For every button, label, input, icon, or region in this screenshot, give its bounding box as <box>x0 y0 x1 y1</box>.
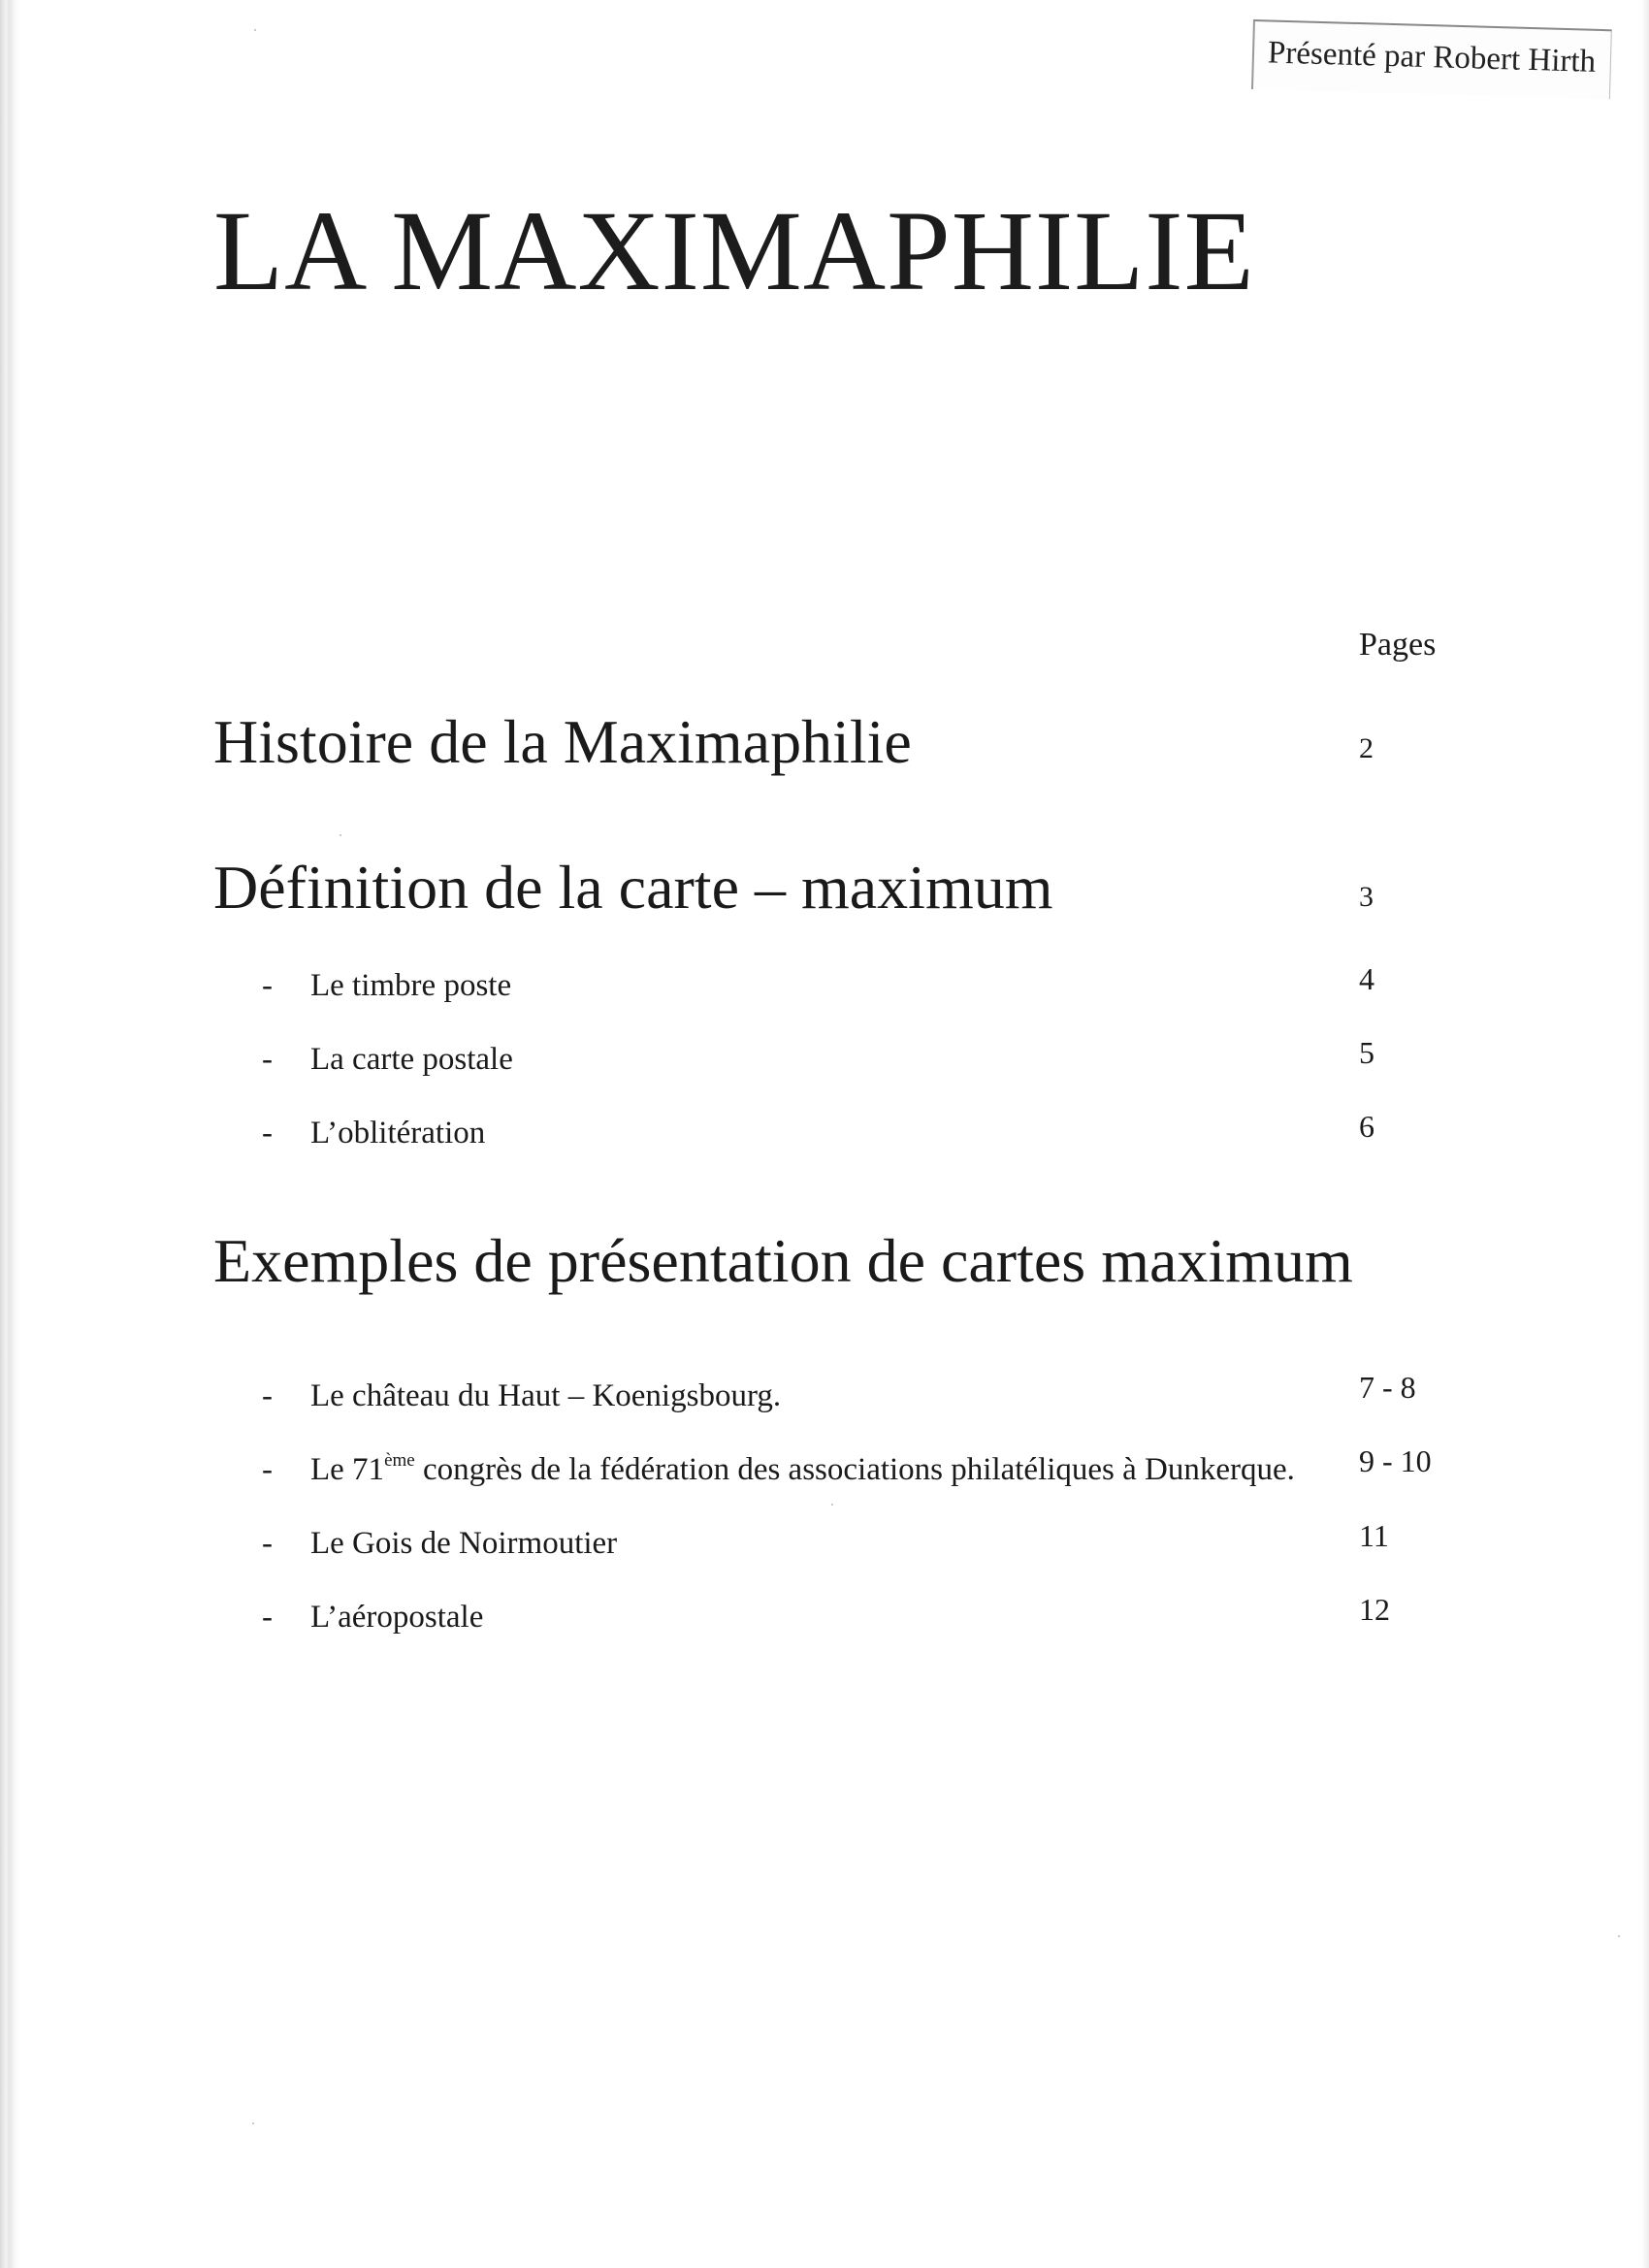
toc-page-carte-postale: 5 <box>1359 1035 1374 1070</box>
page-title: LA MAXIMAPHILIE <box>213 187 1255 314</box>
toc-page-aeropostale: 12 <box>1359 1592 1390 1627</box>
entry-dash: - <box>262 1116 273 1150</box>
toc-entry-obliteration <box>262 1118 485 1150</box>
entry-label-superscript: ème <box>384 1450 415 1471</box>
scan-right-edge <box>1641 0 1649 2268</box>
section-title-definition: Définition de la carte – maximum <box>213 853 1053 922</box>
entry-dash: - <box>262 1526 273 1561</box>
entry-dash: - <box>262 1452 273 1487</box>
toc-page-obliteration: 6 <box>1359 1109 1374 1144</box>
toc-entry-congres-dunkerque <box>262 1450 1295 1487</box>
scan-speck <box>252 2122 254 2124</box>
section-title-histoire: Histoire de la Maximaphilie <box>213 707 912 776</box>
toc-entry-gois-noirmoutier <box>262 1528 617 1560</box>
scan-speck <box>1618 1935 1620 1937</box>
section-page-definition: 3 <box>1359 881 1374 913</box>
entry-label: Le château du Haut – Koenigsbourg. <box>310 1378 782 1413</box>
entry-label-suffix: congrès de la fédération des associations philatéliques à Dunkerque. <box>414 1452 1295 1487</box>
entry-dash: - <box>262 968 273 1003</box>
scan-speck <box>340 834 341 836</box>
scan-speck <box>831 1504 833 1506</box>
entry-label-prefix: Le 71 <box>310 1452 385 1487</box>
toc-page-gois-noirmoutier: 11 <box>1359 1518 1389 1553</box>
entry-dash: - <box>262 1600 273 1635</box>
toc-page-congres-dunkerque: 9 - 10 <box>1359 1443 1432 1478</box>
presenter-label <box>1251 19 1612 99</box>
section-page-histoire: 2 <box>1359 732 1374 764</box>
entry-label: L’aéropostale <box>310 1600 484 1635</box>
toc-entry-carte-postale <box>262 1044 513 1076</box>
scan-binding-edge <box>0 0 21 2268</box>
toc-entry-aeropostale <box>262 1602 483 1634</box>
toc-page-haut-koenigsbourg: 7 - 8 <box>1359 1370 1416 1405</box>
entry-label: Le Gois de Noirmoutier <box>310 1526 618 1561</box>
entry-label: L’oblitération <box>310 1116 486 1150</box>
entry-label: La carte postale <box>310 1042 513 1077</box>
scan-speck <box>254 29 256 31</box>
pages-column-header: Pages <box>1359 627 1437 663</box>
toc-entry-haut-koenigsbourg <box>262 1380 781 1412</box>
entry-dash: - <box>262 1042 273 1077</box>
toc-page-timbre-poste: 4 <box>1359 961 1374 996</box>
entry-label: Le timbre poste <box>310 968 512 1003</box>
section-title-exemples: Exemples de présentation de cartes maximum <box>213 1226 1353 1295</box>
toc-entry-timbre-poste <box>262 970 511 1002</box>
entry-dash: - <box>262 1378 273 1413</box>
presenter-text: Présenté par Robert Hirth <box>1267 35 1597 80</box>
